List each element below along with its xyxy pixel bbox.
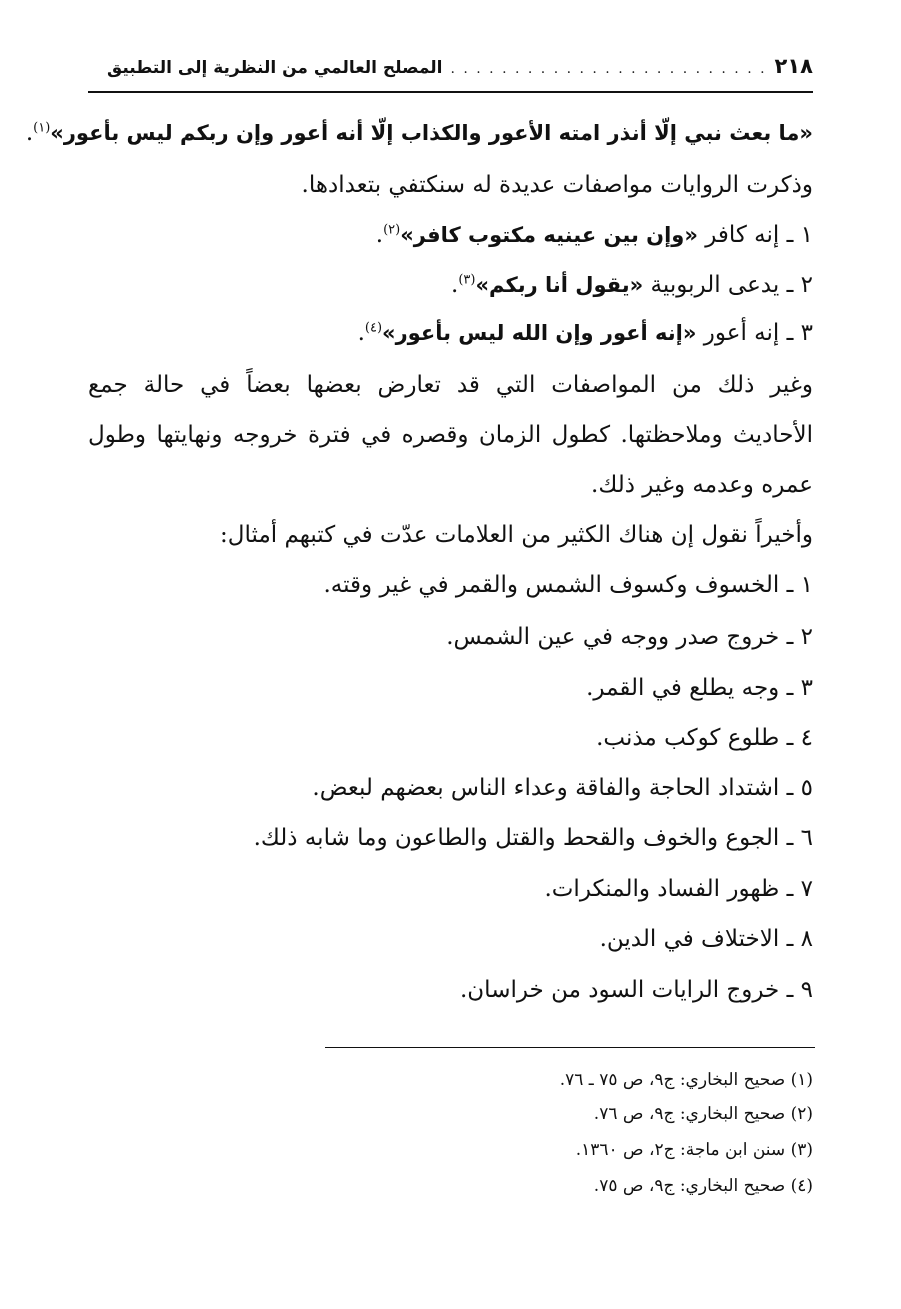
header-rule bbox=[88, 91, 813, 93]
line-text: ٤ ـ طلوع كوكب مذنب. bbox=[596, 725, 813, 751]
body-line bbox=[220, 520, 813, 550]
page-header bbox=[88, 54, 813, 84]
line-text: الأحاديث وملاحظتها. كطول الزمان وقصره في فترة خروجه ونهايتها وطول bbox=[88, 422, 813, 448]
footnote-rule bbox=[325, 1047, 815, 1048]
page-number: ٢١٨ bbox=[774, 54, 813, 78]
line-text: . bbox=[451, 272, 459, 298]
body-line bbox=[88, 420, 813, 450]
line-text: وذكرت الروايات مواصفات عديدة له سنكتفي بتعدادها. bbox=[301, 172, 813, 198]
body-line bbox=[591, 470, 813, 500]
line-text: ٨ ـ الاختلاف في الدين. bbox=[599, 926, 813, 952]
body-line bbox=[376, 220, 813, 250]
line-text: ٢ ـ خروج صدر ووجه في عين الشمس. bbox=[446, 624, 813, 650]
body-line bbox=[88, 370, 813, 400]
line-text: ٢ ـ يدعى الربوبية bbox=[643, 272, 813, 298]
body-line bbox=[451, 270, 813, 300]
body-line bbox=[302, 170, 813, 200]
line-text: . bbox=[375, 222, 384, 248]
body-line bbox=[586, 673, 813, 703]
quoted-hadith: «إنه أعور وإن الله ليس بأعور» bbox=[382, 321, 697, 345]
line-text: ٣ ـ وجه يطلع في القمر. bbox=[586, 675, 813, 701]
body-line bbox=[312, 773, 813, 803]
body-line bbox=[358, 318, 813, 348]
line-text: ١ ـ الخسوف وكسوف الشمس والقمر في غير وقته. bbox=[323, 572, 813, 598]
body-line bbox=[26, 118, 813, 148]
quoted-hadith: «ما بعث نبي إلّا أنذر امته الأعور والكذاب إلّا أنه أعور وإن ربكم ليس بأعور» bbox=[50, 121, 813, 145]
line-text: . bbox=[357, 320, 365, 346]
body-line bbox=[600, 924, 813, 954]
line-text: . bbox=[25, 120, 34, 146]
line-text: وغير ذلك من المواصفات التي قد تعارض بعضها بعضاً في حالة جمع bbox=[88, 372, 813, 398]
line-text: عمره وعدمه وغير ذلك. bbox=[591, 472, 813, 498]
footnote-ref: (٣) bbox=[458, 272, 476, 288]
body-line bbox=[254, 823, 813, 853]
line-text: ٣ ـ إنه أعور bbox=[696, 320, 813, 346]
line-text: ٧ ـ ظهور الفساد والمنكرات. bbox=[544, 876, 813, 902]
quoted-hadith: «يقول أنا ربكم» bbox=[475, 273, 644, 297]
line-text: ٦ ـ الجوع والخوف والقحط والقتل والطاعون وما شابه ذلك. bbox=[253, 825, 813, 851]
footnote-ref: (١) bbox=[33, 120, 51, 136]
body-line bbox=[446, 622, 813, 652]
body-line bbox=[323, 570, 813, 600]
line-text: ٩ ـ خروج الرايات السود من خراسان. bbox=[459, 977, 813, 1003]
line-text: ١ ـ إنه كافر bbox=[697, 222, 813, 248]
running-title: المصلح العالمي من النظرية إلى التطبيق bbox=[107, 58, 443, 78]
footnote: (٢) صحيح البخاري: ج٩، ص ٧٦. bbox=[593, 1104, 813, 1124]
footnote-ref: (٢) bbox=[383, 222, 401, 238]
leader-dots: . . . . . . . . . . . . . . . . . . . . . . . . . bbox=[450, 61, 767, 77]
body-line bbox=[544, 874, 813, 904]
quoted-hadith: «وإن بين عينيه مكتوب كافر» bbox=[400, 223, 698, 247]
footnote: (٤) صحيح البخاري: ج٩، ص ٧٥. bbox=[593, 1176, 813, 1196]
footnote: (٣) سنن ابن ماجة: ج٢، ص ١٣٦٠. bbox=[575, 1140, 813, 1160]
body-line bbox=[596, 723, 813, 753]
footnote-ref: (٤) bbox=[364, 320, 383, 336]
body-line bbox=[460, 975, 813, 1005]
footnote: (١) صحيح البخاري: ج٩، ص ٧٥ ـ ٧٦. bbox=[559, 1070, 813, 1090]
line-text: ٥ ـ اشتداد الحاجة والفاقة وعداء الناس بعضهم لبعض. bbox=[312, 775, 813, 801]
line-text: وأخيراً نقول إن هناك الكثير من العلامات عدّت في كتبهم أمثال: bbox=[220, 522, 813, 548]
